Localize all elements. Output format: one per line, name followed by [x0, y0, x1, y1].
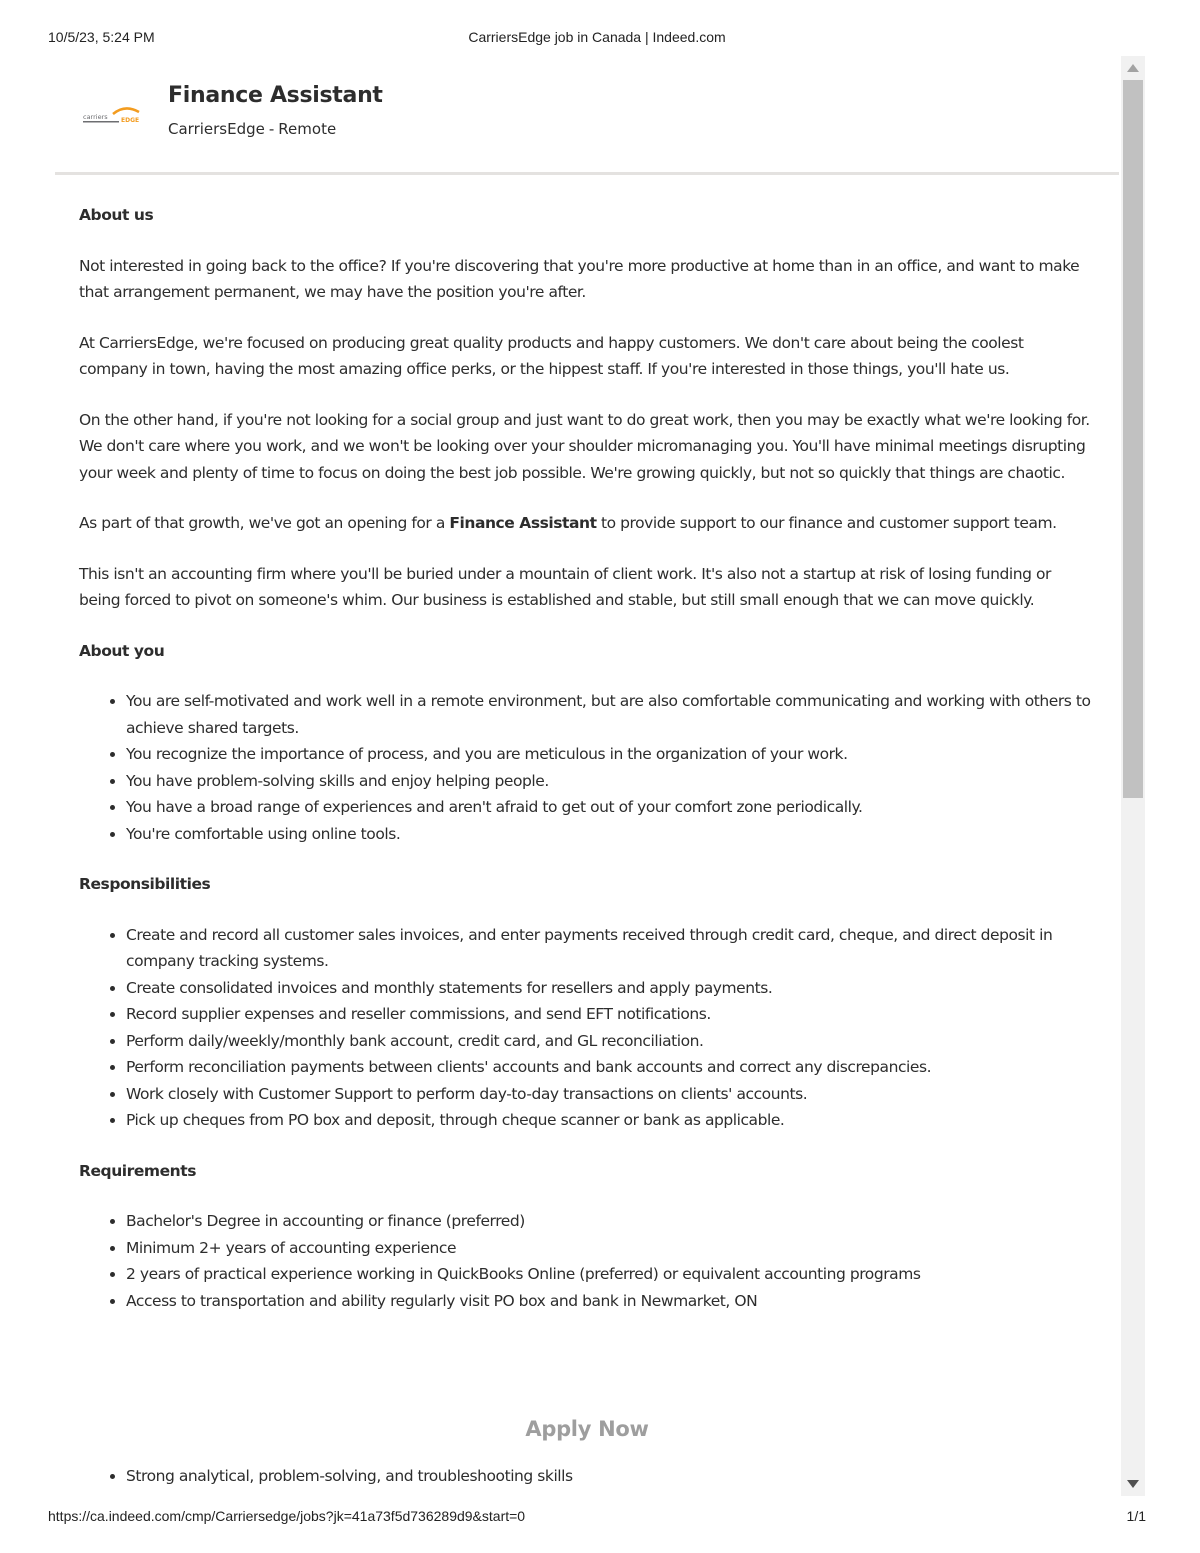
about-us-paragraph: Not interested in going back to the office? If you're discovering that you're more productive at home than in an office, and want to make that arrangement permanent, we may have the position you're after. — [79, 256, 1080, 301]
print-url: https://ca.indeed.com/cmp/Carriersedge/jobs?jk=41a73f5d736289d9&start=0 — [48, 1508, 526, 1524]
requirements-heading: Requirements — [79, 1161, 196, 1180]
paragraph-text: to provide support to our finance and customer support team. — [596, 514, 1057, 532]
job-viewport[interactable] — [55, 56, 1146, 1496]
about-us-paragraph: This isn't an accounting firm where you'll be buried under a mountain of client work. It's also not a startup at risk of losing funding or being forced to pivot on someone's whim. Our business is established and stable, but still small enough that we can move quickly. — [79, 564, 1051, 609]
list-item: • You are self-motivated and work well in a remote environment, but are also comfortable communicating and working with others to achieve shared targets. — [126, 688, 1095, 741]
job-description — [79, 202, 1095, 1338]
about-you-list — [79, 688, 1095, 847]
job-location: Remote — [278, 120, 337, 138]
about-us-heading: About us — [79, 206, 154, 224]
list-item: • Perform reconciliation payments between clients' accounts and bank accounts and correct any discrepancies. — [126, 1054, 1095, 1081]
about-us-paragraph — [79, 510, 1095, 537]
scroll-up-arrow-icon[interactable] — [1121, 58, 1145, 78]
emphasized-job-title: Finance Assistant — [449, 514, 597, 532]
svg-text:carriers: carriers — [83, 113, 108, 121]
print-footer — [48, 1508, 1146, 1526]
list-item: • Perform daily/weekly/monthly bank account, credit card, and GL reconciliation. — [126, 1028, 1095, 1055]
responsibilities-heading: Responsibilities — [79, 875, 211, 893]
svg-text:EDGE: EDGE — [121, 117, 140, 124]
print-datetime: 10/5/23, 5:24 PM — [48, 29, 155, 45]
list-item: • Work closely with Customer Support to perform day-to-day transactions on clients' accounts. — [126, 1081, 1095, 1108]
company-logo — [83, 106, 151, 128]
about-us-paragraph: On the other hand, if you're not looking for a social group and just want to do great work, then you may be exactly what we're looking for. We don't care where you work, and we won't be looking over your shoulder micromanaging you. You'll have minimal meetings disrupting your week and plenty of time to focus on doing the best job possible. We're growing quickly, but not so quickly that things are chaotic. — [79, 410, 1090, 482]
scrollbar-thumb[interactable] — [1123, 80, 1143, 798]
about-us-paragraph: At CarriersEdge, we're focused on producing great quality products and happy customers. We don't care about being the coolest company in town, having the most amazing office perks, or the hippest staff. If you're interested in those things, you'll hate us. — [79, 333, 1024, 378]
company-name[interactable]: CarriersEdge — [168, 120, 265, 138]
scroll-down-arrow-icon[interactable] — [1121, 1474, 1145, 1494]
requirements-list-continued — [79, 1463, 1095, 1490]
list-item: • 2 years of practical experience working in QuickBooks Online (preferred) or equivalent accounting programs — [126, 1261, 1095, 1288]
about-you-heading: About you — [79, 641, 165, 660]
list-item: • Record supplier expenses and reseller commissions, and send EFT notifications. — [126, 1001, 1095, 1028]
job-header — [55, 56, 1119, 175]
print-page-number: 1/1 — [1126, 1508, 1146, 1524]
paragraph-text: As part of that growth, we've got an opening for a — [79, 514, 450, 532]
requirements-list — [79, 1208, 1095, 1314]
separator: - — [268, 120, 275, 138]
list-item: • Create and record all customer sales invoices, and enter payments received through credit card, cheque, and direct deposit in company tracking systems. — [126, 922, 1095, 975]
list-item: • You recognize the importance of process, and you are meticulous in the organization of your work. — [126, 741, 1095, 768]
vertical-scrollbar[interactable] — [1121, 56, 1145, 1496]
list-item: • Minimum 2+ years of accounting experience — [126, 1235, 1095, 1262]
list-item: • Pick up cheques from PO box and deposit, through cheque scanner or bank as applicable. — [126, 1107, 1095, 1134]
job-title: Finance Assistant — [168, 83, 383, 108]
company-location — [168, 120, 336, 138]
list-item: • Access to transportation and ability regularly visit PO box and bank in Newmarket, ON — [126, 1288, 1095, 1315]
apply-bar — [55, 1404, 1119, 1458]
print-header — [48, 29, 1146, 47]
list-item: • You have problem-solving skills and enjoy helping people. — [126, 768, 1095, 795]
list-item: • Bachelor's Degree in accounting or finance (preferred) — [126, 1208, 1095, 1235]
responsibilities-list — [79, 922, 1095, 1134]
apply-now-button[interactable]: Apply Now — [519, 1416, 654, 1442]
list-item: • Strong analytical, problem-solving, and troubleshooting skills — [126, 1463, 1095, 1490]
list-item: • You're comfortable using online tools. — [126, 821, 1095, 848]
print-page-title: CarriersEdge job in Canada | Indeed.com — [468, 29, 726, 45]
list-item: • You have a broad range of experiences and aren't afraid to get out of your comfort zone periodically. — [126, 794, 1095, 821]
list-item: • Create consolidated invoices and monthly statements for resellers and apply payments. — [126, 975, 1095, 1002]
